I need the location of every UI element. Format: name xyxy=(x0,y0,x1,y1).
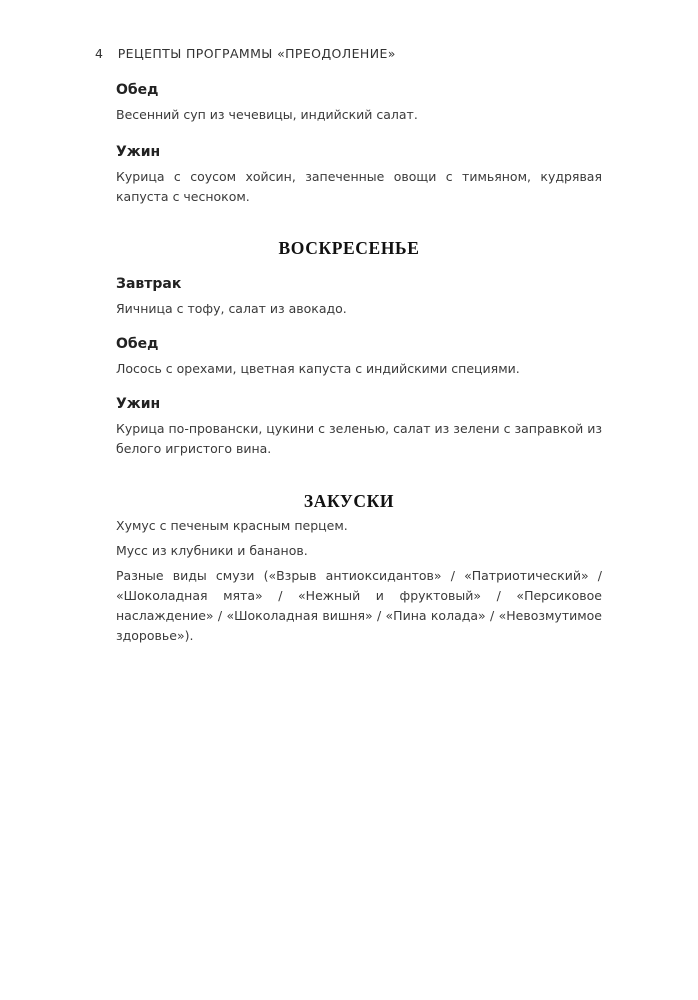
meal-heading-lunch: Обед xyxy=(116,336,159,352)
sunday-lunch-block xyxy=(116,336,602,379)
meal-text-lunch: Лосось с орехами, цветная капуста с индийскими специями. xyxy=(116,361,520,376)
snack-item: Хумус с печеным красным перцем. xyxy=(116,518,348,533)
meal-text-breakfast: Яичница с тофу, салат из авокадо. xyxy=(116,301,347,316)
running-head xyxy=(95,46,396,61)
saturday-dinner-block xyxy=(116,144,602,207)
meal-heading-lunch: Обед xyxy=(116,82,159,98)
sunday-breakfast-block xyxy=(116,276,602,319)
section-title-sunday: ВОСКРЕСЕНЬЕ xyxy=(278,238,420,258)
saturday-lunch-block xyxy=(116,82,602,125)
snack-item: Разные виды смузи («Взрыв антиоксидантов» / «Патриотический» / «Шоколадная мята» / «Нежный и фруктовый» / «Персиковое наслаждение» / «Шоколадная вишня» / «Пина колада» / «Невозмутимое здоровье»). xyxy=(116,568,602,643)
running-head-title: РЕЦЕПТЫ ПРОГРАММЫ «ПРЕОДОЛЕНИЕ» xyxy=(117,46,396,61)
snacks-block xyxy=(116,516,602,646)
section-title-snacks: ЗАКУСКИ xyxy=(303,491,395,511)
meal-heading-dinner: Ужин xyxy=(116,144,161,160)
snack-item: Мусс из клубники и бананов. xyxy=(116,543,308,558)
page-number: 4 xyxy=(95,46,104,61)
meal-text-dinner: Курица с соусом хойсин, запеченные овощи с тимьяном, кудрявая капуста с чесноком. xyxy=(116,169,602,204)
meal-heading-breakfast: Завтрак xyxy=(116,276,182,292)
meal-text-lunch: Весенний суп из чечевицы, индийский салат. xyxy=(116,107,418,122)
sunday-dinner-block xyxy=(116,396,602,459)
meal-text-dinner: Курица по-провански, цукини с зеленью, салат из зелени с заправкой из белого игристого вина. xyxy=(116,421,602,456)
meal-heading-dinner: Ужин xyxy=(116,396,161,412)
